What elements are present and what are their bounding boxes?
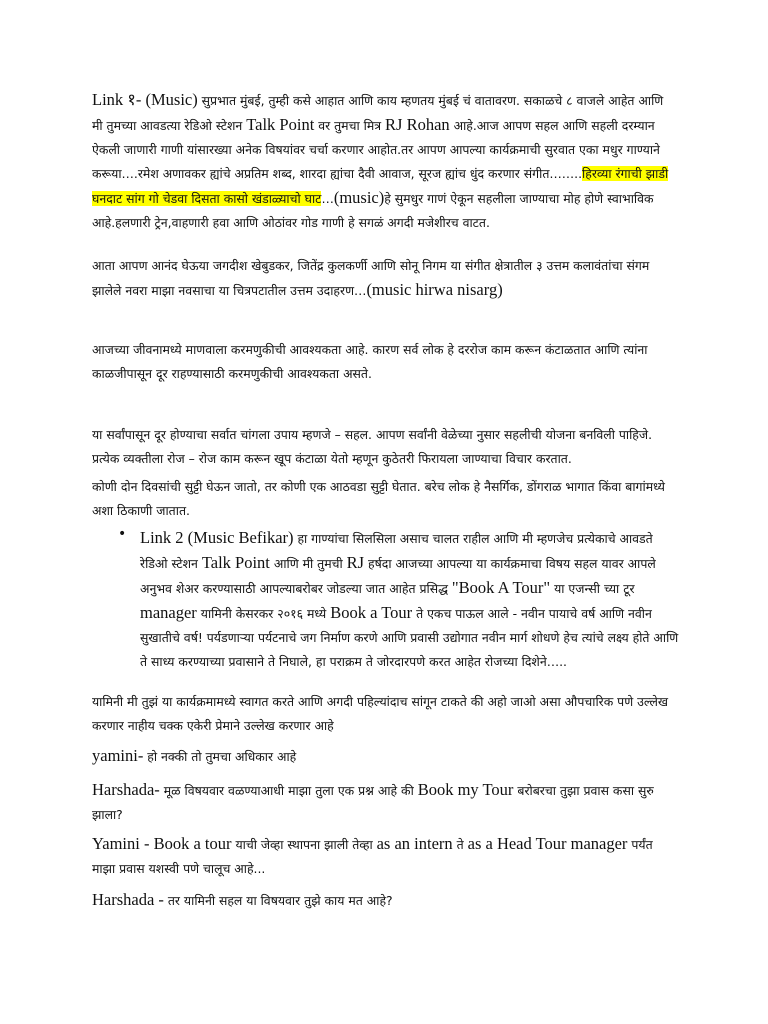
p1-text-5: हे सुमधुर गाणं ऐकून सहलीला जाण्याचा मोह होणे स्वाभाविक आहे.हलणारी ट्रेन,वाहणारी हवा आणि ओठांवर गोड गाणी हे सगळं अगदी मजेशीरच वाटत. bbox=[92, 191, 654, 230]
b-text-1: हा गाण्यांचा सिलसिला असाच चालत राहील आणि मी म्हणजेच प्रत्येकाचे आवडते रेडिओ स्टेशन bbox=[140, 531, 653, 571]
bullet-link-2 bbox=[140, 526, 680, 674]
speaker-harshada-2: Harshada - bbox=[92, 890, 164, 909]
b-manager: manager bbox=[140, 603, 197, 622]
d3-text-2: ते bbox=[452, 837, 468, 852]
b-text-2: आणि मी तुमची bbox=[269, 556, 347, 571]
speaker-yamini: yamini- bbox=[92, 746, 144, 765]
bullet-marker: • bbox=[118, 526, 127, 542]
d2-book-my-tour: Book my Tour bbox=[417, 780, 514, 799]
p1-text-3: आहे.आज आपण सहल आणि सहली दरम्यान ऐकली जाणारी गाणी यांसारख्या अनेक विषयांवर चर्चा करणार आहोत.तर आपण आपल्या कार्यक्रमाची सुरवात एका मधुर गाण्याने करूया….रमेश अणावकर ह्यांचे अप्रतिम शब्द, शारदा ह्यांचा दैवी आवाज, सूरज ह्यांच धुंद करणार संगीत…….. bbox=[92, 118, 660, 181]
p1-rj-name: RJ Rohan bbox=[385, 115, 450, 134]
b-text-5: यामिनी केसरकर २०१६ मध्ये bbox=[196, 606, 331, 621]
b-book-a-tour: "Book A Tour" bbox=[451, 578, 551, 597]
b-station: Talk Point bbox=[201, 553, 270, 572]
speaker-yamini-2: Yamini - Book a tour bbox=[92, 834, 232, 853]
p1-text-4: … bbox=[321, 191, 334, 206]
p2-music-cue: (music hirwa nisarg) bbox=[366, 280, 503, 299]
paragraph-link-1 bbox=[92, 88, 672, 235]
b-text-3: हर्षदा आजच्या आपल्या या कार्यक्रमाचा विषय सहल यावर आपले अनुभव शेअर करण्यासाठी आपल्याबरोबर जोडल्या जात आहेत प्रसिद्ध bbox=[140, 556, 656, 596]
paragraph-holidays: कोणी दोन दिवसांची सुट्टी घेऊन जातो, तर कोणी एक आठवडा सुट्टी घेतात. बरेच लोक हे नैसर्गिक, डोंगराळ भागात किंवा बागांमध्ये अशा ठिकाणी जातात. bbox=[92, 479, 665, 518]
paragraph-trip-benefits: या सर्वांपासून दूर होण्याचा सर्वात चांगला उपाय म्हणजे – सहल. आपण सर्वांनी वेळेच्या नुसार सहलीची योजना बनविली पाहिजे. प्रत्येक व्यक्तीला रोज – रोज काम करून खूप कंटाळा येतो म्हणून कुठेतरी फिरायला जाण्याचा विचार करतात. bbox=[92, 427, 653, 466]
dialogue-yamini-1 bbox=[92, 744, 672, 769]
d4-text: तर यामिनी सहल या विषयवार तुझे काय मत आहे? bbox=[163, 893, 393, 908]
highlighted-song-lyric: हिरव्या रंगाची झाडी घनदाट सांग गो चेडवा दिसता कासो खंडाळ्याचो घाट bbox=[92, 166, 669, 206]
b-book-a-tour-2: Book a Tour bbox=[330, 603, 413, 622]
paragraph-song-intro bbox=[92, 254, 672, 303]
dialogue-harshada-2 bbox=[92, 888, 672, 913]
paragraph-welcome: यामिनी मी तुझं या कार्यक्रमामध्ये स्वागत करते आणि अगदी पहिल्यांदाच सांगून टाकते की अहो जाओ असा औपचारिक पणे उल्लेख करणार नाहीय चक्क एकेरी प्रेमाने उल्लेख करणार आहे bbox=[92, 694, 669, 733]
d1-text: हो नक्की तो तुमचा अधिकार आहे bbox=[143, 749, 297, 764]
d3-text-3: पर्यंत माझा प्रवास यशस्वी पणे चालूच आहे... bbox=[92, 837, 653, 876]
paragraph-entertainment: आजच्या जीवनामध्ये माणवाला करमणुकीची आवश्यकता आहे. कारण सर्व लोक हे दररोज काम करून कंटाळतात आणि त्यांना काळजीपासून दूर राहण्यासाठी करमणुकीची आवश्यकता असते. bbox=[92, 342, 648, 381]
d2-text-2: बरोबरचा तुझा प्रवास कसा सुरु झाला? bbox=[92, 783, 654, 822]
link-1-label: Link १- (Music) bbox=[92, 90, 198, 109]
d2-text-1: मूळ विषयवार वळण्याआधी माझा तुला एक प्रश्न आहे की bbox=[159, 783, 418, 798]
p1-station: Talk Point bbox=[246, 115, 315, 134]
p1-music-cue: (music) bbox=[333, 188, 385, 207]
b-text-4: या एजन्सी च्या टूर bbox=[550, 581, 635, 596]
d3-head-tour-manager: as a Head Tour manager bbox=[467, 834, 628, 853]
d3-intern: as an intern bbox=[376, 834, 453, 853]
link-2-label: Link 2 (Music Befikar) bbox=[140, 528, 294, 547]
p1-text-2: वर तुमचा मित्र bbox=[314, 118, 386, 133]
d3-text-1: याची जेव्हा स्थापना झाली तेव्हा bbox=[231, 837, 377, 852]
speaker-harshada: Harshada- bbox=[92, 780, 160, 799]
b-text-6: ते एकच पाऊल आले - नवीन पायाचे वर्ष आणि नवीन सुखातीचे वर्ष! पर्यडणाऱ्या पर्यटनाचे जग निर्माण करणे आणि प्रवासी उद्योगात नवीन मार्ग शोधणे हेच त्यांचे लक्ष्य होते आणि ते साध्य करण्याच्या प्रवासाने ते निघाले, हा पराक्रम ते जोरदारपणे करत आहेत रोजच्या दिशेने….. bbox=[140, 606, 679, 669]
p2-text: आता आपण आनंद घेऊया जगदीश खेबुडकर, जितेंद्र कुलकर्णी आणि सोनू निगम या संगीत क्षेत्रातील ३ उत्तम कलावंतांचा संगम झालेले नवरा माझा नवसाचा या चित्रपटातील उत्तम उदाहरण… bbox=[92, 258, 650, 298]
dialogue-yamini-2 bbox=[92, 832, 672, 881]
b-rj: RJ bbox=[346, 553, 365, 572]
dialogue-harshada-1 bbox=[92, 778, 672, 827]
p1-text-1: सुप्रभात मुंबई, तुम्ही कसे आहात आणि काय म्हणतय मुंबई चं वातावरण. सकाळचे ८ वाजले आहेत आणि मी तुमच्या आवडत्या रेडिओ स्टेशन bbox=[92, 93, 664, 133]
